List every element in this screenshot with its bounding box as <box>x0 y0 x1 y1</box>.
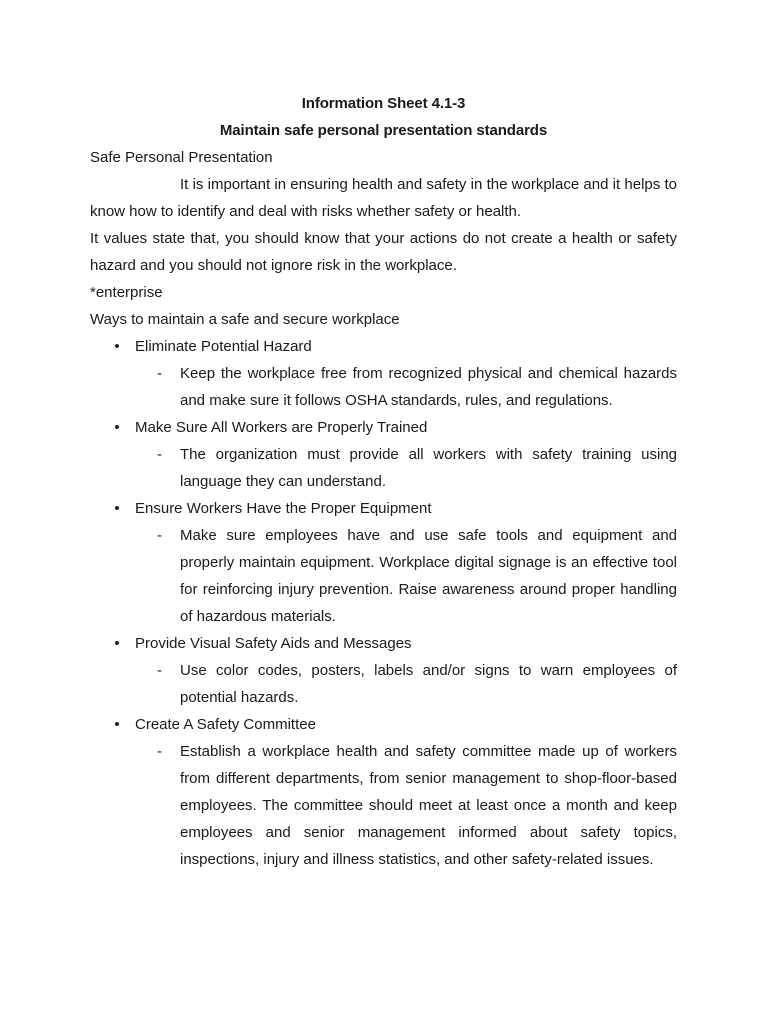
bullet-heading: Make Sure All Workers are Properly Trained <box>135 419 428 436</box>
list-item <box>90 414 677 495</box>
bullet-detail-row <box>90 360 677 414</box>
ways-list <box>90 333 677 873</box>
bullet-detail: Keep the workplace free from recognized physical and chemical hazards and make sure it follows OSHA standards, rules, and regulations. <box>180 365 677 409</box>
bullet-icon: • <box>114 635 120 652</box>
bullet-heading-row <box>90 333 677 360</box>
paragraph-intro: It is important in ensuring health and safety in the workplace and it helps to know how to identify and deal with risks whether safety or health. <box>90 176 677 220</box>
bullet-heading-row <box>90 711 677 738</box>
bullet-heading-row <box>90 414 677 441</box>
bullet-detail: Make sure employees have and use safe tools and equipment and properly maintain equipment. Workplace digital signage is an effective tool for reinforcing injury prevention. Raise awareness around proper handling of hazardous materials. <box>180 527 677 625</box>
paragraph-values: It values state that, you should know that your actions do not create a health or safety hazard and you should not ignore risk in the workplace. <box>90 230 677 274</box>
document-title: Information Sheet 4.1-3 <box>301 95 466 112</box>
bullet-detail-row <box>90 522 677 630</box>
bullet-heading-row <box>90 630 677 657</box>
bullet-heading-row <box>90 495 677 522</box>
list-item <box>90 711 677 873</box>
ways-heading: Ways to maintain a safe and secure workplace <box>90 311 400 328</box>
dash-icon: - <box>157 743 162 760</box>
bullet-detail: Establish a workplace health and safety committee made up of workers from different departments, from senior management to shop-floor-based employees. The committee should meet at least once a month and keep employees and senior management informed about safety topics, inspections, injury and illness statistics, and other safety-related issues. <box>180 743 677 868</box>
bullet-detail: The organization must provide all workers with safety training using language they can understand. <box>180 446 677 490</box>
bullet-detail-row <box>90 657 677 711</box>
document-subtitle: Maintain safe personal presentation standards <box>219 122 548 139</box>
bullet-heading: Provide Visual Safety Aids and Messages <box>135 635 412 652</box>
bullet-detail-row <box>90 441 677 495</box>
dash-icon: - <box>157 527 162 544</box>
list-item <box>90 630 677 711</box>
dash-icon: - <box>157 365 162 382</box>
bullet-heading: Ensure Workers Have the Proper Equipment <box>135 500 432 517</box>
bullet-icon: • <box>114 716 120 733</box>
dash-icon: - <box>157 662 162 679</box>
bullet-heading: Eliminate Potential Hazard <box>135 338 312 355</box>
enterprise-note: *enterprise <box>90 284 163 301</box>
bullet-detail: Use color codes, posters, labels and/or signs to warn employees of potential hazards. <box>180 662 677 706</box>
document-page <box>90 90 677 873</box>
bullet-detail-row <box>90 738 677 873</box>
bullet-icon: • <box>114 419 120 436</box>
bullet-icon: • <box>114 338 120 355</box>
bullet-heading: Create A Safety Committee <box>135 716 316 733</box>
list-item <box>90 333 677 414</box>
bullet-icon: • <box>114 500 120 517</box>
section-heading: Safe Personal Presentation <box>90 149 273 166</box>
dash-icon: - <box>157 446 162 463</box>
list-item <box>90 495 677 630</box>
